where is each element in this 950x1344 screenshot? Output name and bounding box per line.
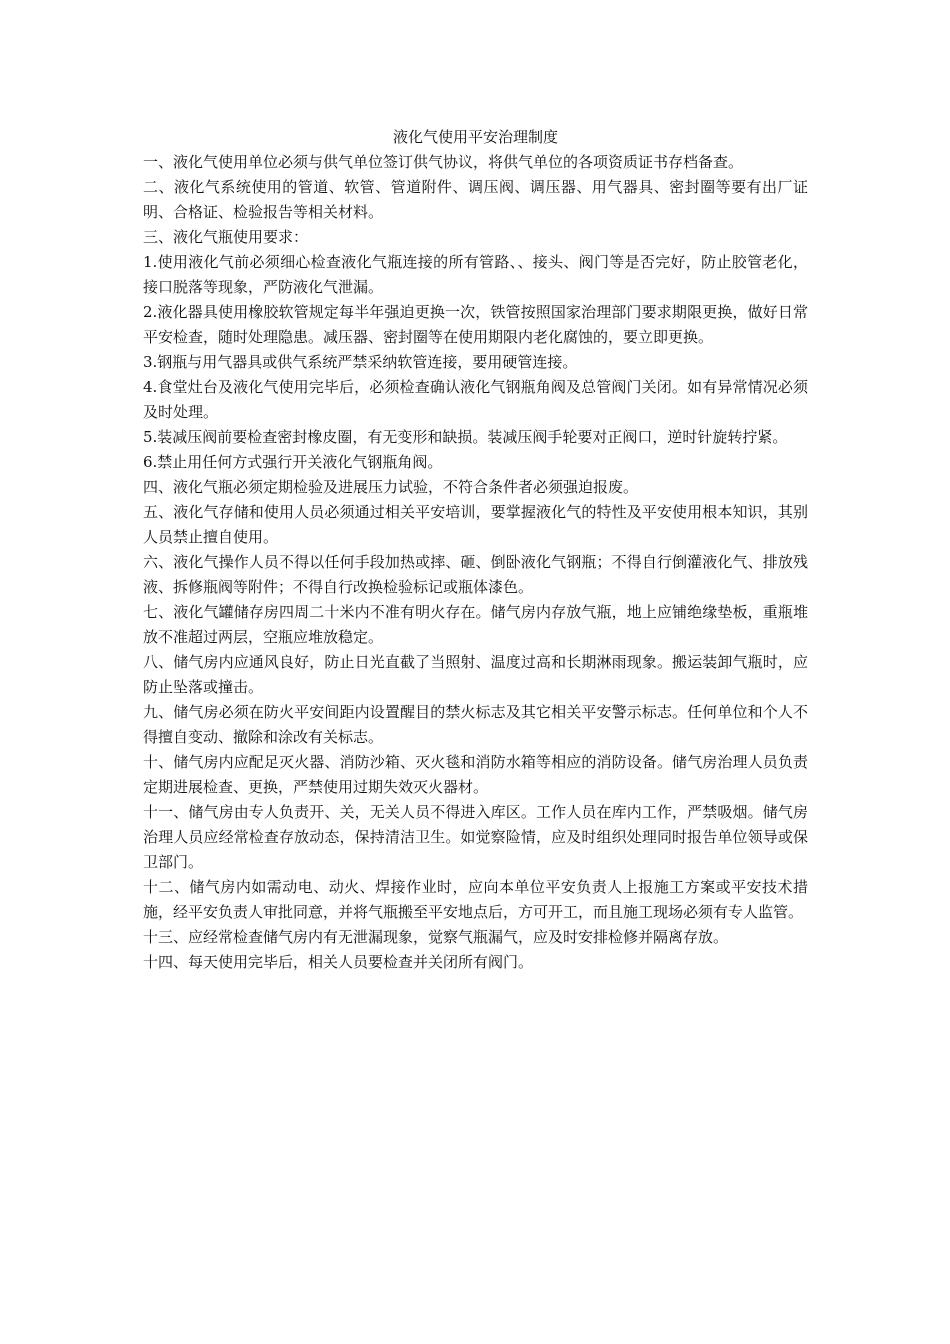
paragraph-14: 八、储气房内应通风良好，防止日光直截了当照射、温度过高和长期淋雨现象。搬运装卸气瓶时，应防止坠落或撞击。 — [143, 653, 808, 696]
paragraph-9: 6.禁止用任何方式强行开关液化气钢瓶角阀。 — [143, 453, 443, 471]
paragraph-5: 2.液化器具使用橡胶软管规定每半年强迫更换一次，铁管按照国家治理部门要求期限更换，做好日常平安检查，随时处理隐患。减压器、密封圈等在使用期限内老化腐蚀的，要立即更换。 — [143, 303, 808, 346]
document-body — [143, 125, 808, 975]
paragraph-1: 一、液化气使用单位必须与供气单位签订供气协议，将供气单位的各项资质证书存档备查。 — [143, 153, 744, 171]
paragraph-10: 四、液化气瓶必须定期检验及进展压力试验，不符合条件者必须强迫报废。 — [143, 478, 639, 496]
paragraph-7: 4.食堂灶台及液化气使用完毕后，必须检查确认液化气钢瓶角阀及总管阀门关闭。如有异常情况必须及时处理。 — [143, 378, 808, 421]
paragraph-8: 5.装减压阀前要检查密封橡皮圈，有无变形和缺损。装减压阀手轮要对正阀口，逆时针旋转拧紧。 — [143, 428, 788, 446]
paragraph-18: 十二、储气房内如需动电、动火、焊接作业时，应向本单位平安负责人上报施工方案或平安技术措施，经平安负责人审批同意，并将气瓶搬至平安地点后，方可开工，而且施工现场必须有专人监管。 — [143, 878, 808, 921]
paragraph-4: 1.使用液化气前必须细心检查液化气瓶连接的所有管路、、接头、阀门等是否完好，防止胶管老化，接口脱落等现象，严防液化气泄漏。 — [143, 253, 808, 296]
paragraph-6: 3.钢瓶与用气器具或供气系统严禁采纳软管连接，要用硬管连接。 — [143, 353, 578, 371]
document-title: 液化气使用平安治理制度 — [392, 128, 558, 146]
paragraph-11: 五、液化气存储和使用人员必须通过相关平安培训，要掌握液化气的特性及平安使用根本知识，其别人员禁止擅自使用。 — [143, 503, 808, 546]
paragraph-20: 十四、每天使用完毕后，相关人员要检查并关闭所有阀门。 — [143, 953, 534, 971]
paragraph-2: 二、液化气系统使用的管道、软管、管道附件、调压阀、调压器、用气器具、密封圈等要有出厂证明、合格证、检验报告等相关材料。 — [143, 178, 808, 221]
paragraph-17: 十一、储气房由专人负责开、关，无关人员不得进入库区。工作人员在库内工作，严禁吸烟。储气房治理人员应经常检查存放动态，保持清洁卫生。如觉察险情，应及时组织处理同时报告单位领导或保卫部门。 — [143, 803, 808, 871]
paragraph-16: 十、储气房内应配足灭火器、消防沙箱、灭火毯和消防水箱等相应的消防设备。储气房治理人员负责定期进展检查、更换，严禁使用过期失效灭火器材。 — [143, 753, 808, 796]
paragraph-12: 六、液化气操作人员不得以任何手段加热或摔、砸、倒卧液化气钢瓶；不得自行倒灌液化气、排放残液、拆修瓶阀等附件；不得自行改换检验标记或瓶体漆色。 — [143, 553, 808, 596]
paragraph-19: 十三、应经常检查储气房内有无泄漏现象，觉察气瓶漏气，应及时安排检修并隔离存放。 — [143, 928, 729, 946]
paragraph-13: 七、液化气罐储存房四周二十米内不准有明火存在。储气房内存放气瓶，地上应铺绝缘垫板，重瓶堆放不准超过两层，空瓶应堆放稳定。 — [143, 603, 808, 646]
paragraph-15: 九、储气房必须在防火平安间距内设置醒目的禁火标志及其它相关平安警示标志。任何单位和个人不得擅自变动、撤除和涂改有关标志。 — [143, 703, 808, 746]
paragraph-3: 三、液化气瓶使用要求： — [143, 228, 309, 246]
